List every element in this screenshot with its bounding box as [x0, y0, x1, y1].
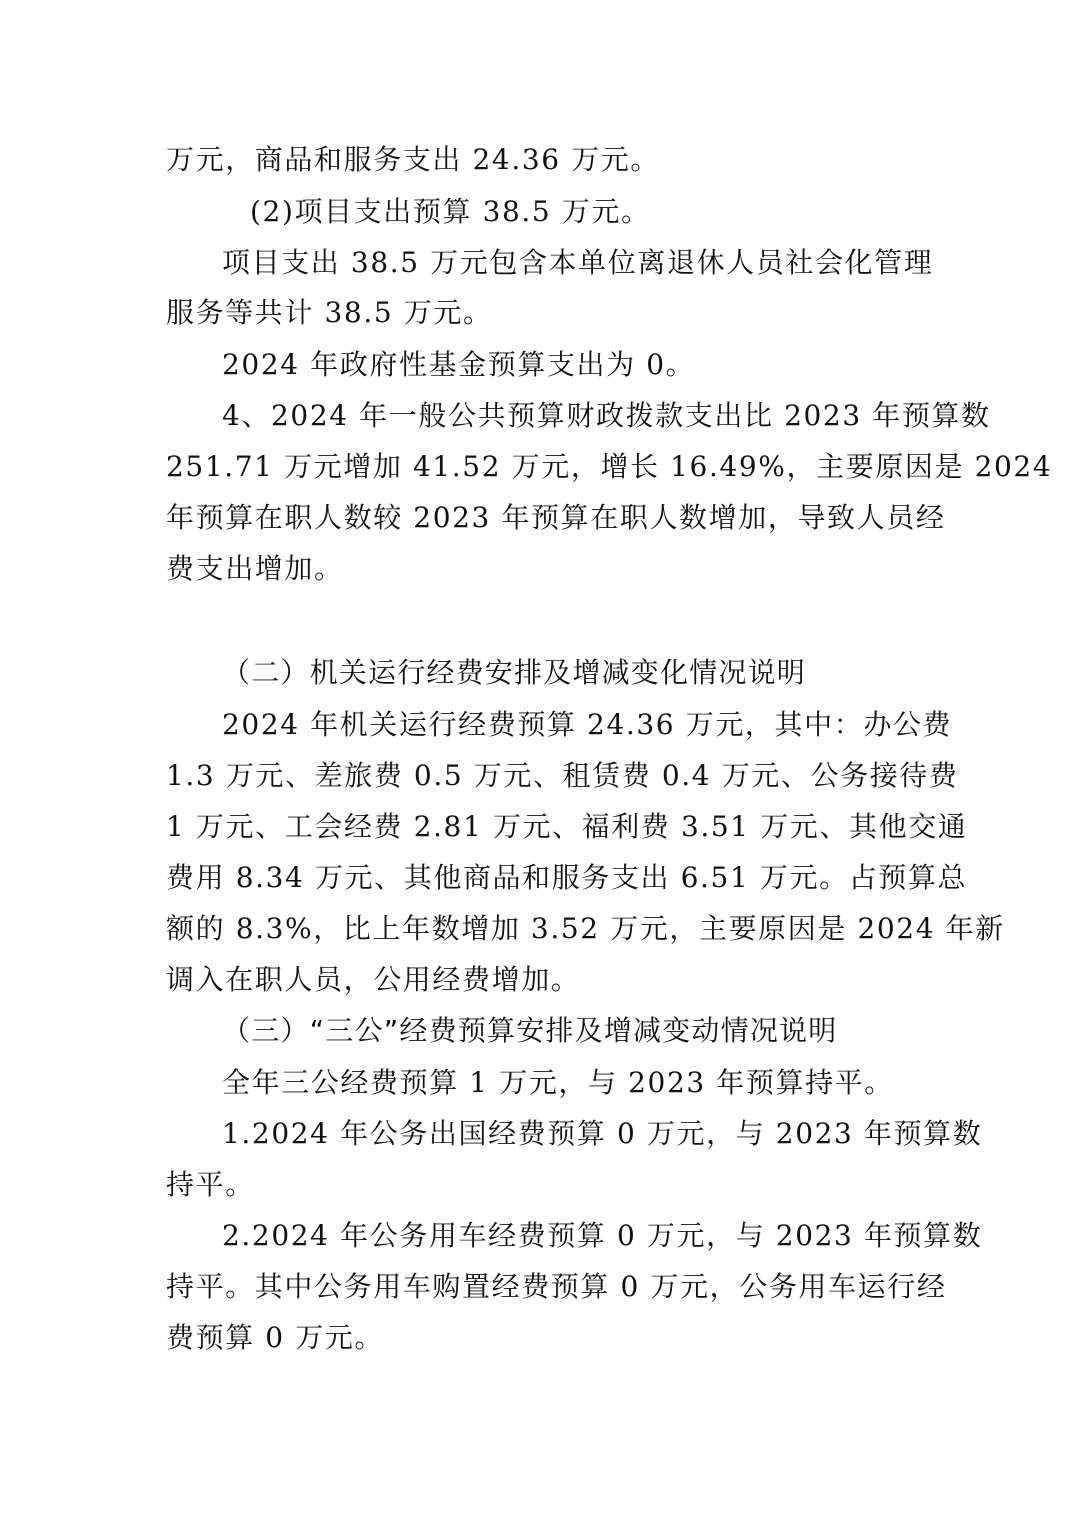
section-heading: （三）“三公”经费预算安排及增减变动情况说明	[222, 1014, 838, 1047]
text-line: 项目支出 38.5 万元包含本单位离退休人员社会化管理	[222, 246, 934, 279]
text-line: 2.2024 年公务用车经费预算 0 万元，与 2023 年预算数	[222, 1219, 983, 1252]
text-line: 1.2024 年公务出国经费预算 0 万元，与 2023 年预算数	[222, 1117, 983, 1150]
text-line: 1.3 万元、差旅费 0.5 万元、租赁费 0.4 万元、公务接待费	[166, 759, 959, 792]
text-line: 服务等共计 38.5 万元。	[166, 296, 493, 329]
text-line: 持平。其中公务用车购置经费预算 0 万元，公务用车运行经	[166, 1270, 947, 1303]
text-line: 调入在职人员，公用经费增加。	[166, 963, 581, 996]
text-line: 额的 8.3%，比上年数增加 3.52 万元，主要原因是 2024 年新	[166, 912, 1005, 945]
text-line: 251.71 万元增加 41.52 万元，增长 16.49%，主要原因是 2024	[166, 450, 1053, 483]
text-line: 持平。	[166, 1168, 255, 1201]
text-line: 2024 年政府性基金预算支出为 0。	[222, 348, 696, 381]
text-line: 费预算 0 万元。	[166, 1321, 385, 1354]
text-line: (2)项目支出预算 38.5 万元。	[250, 195, 651, 228]
text-line: 年预算在职人数较 2023 年预算在职人数增加，导致人员经	[166, 501, 946, 534]
text-line: 费用 8.34 万元、其他商品和服务支出 6.51 万元。占预算总	[166, 861, 968, 894]
section-heading: （二）机关运行经费安排及增减变化情况说明	[222, 656, 807, 689]
text-line: 万元，商品和服务支出 24.36 万元。	[166, 143, 660, 176]
text-line: 1 万元、工会经费 2.81 万元、福利费 3.51 万元、其他交通	[166, 810, 968, 843]
text-line: 2024 年机关运行经费预算 24.36 万元，其中：办公费	[222, 708, 953, 741]
text-line: 全年三公经费预算 1 万元，与 2023 年预算持平。	[222, 1066, 894, 1099]
text-line: 4、2024 年一般公共预算财政拨款支出比 2023 年预算数	[222, 399, 991, 432]
text-line: 费支出增加。	[166, 552, 344, 585]
